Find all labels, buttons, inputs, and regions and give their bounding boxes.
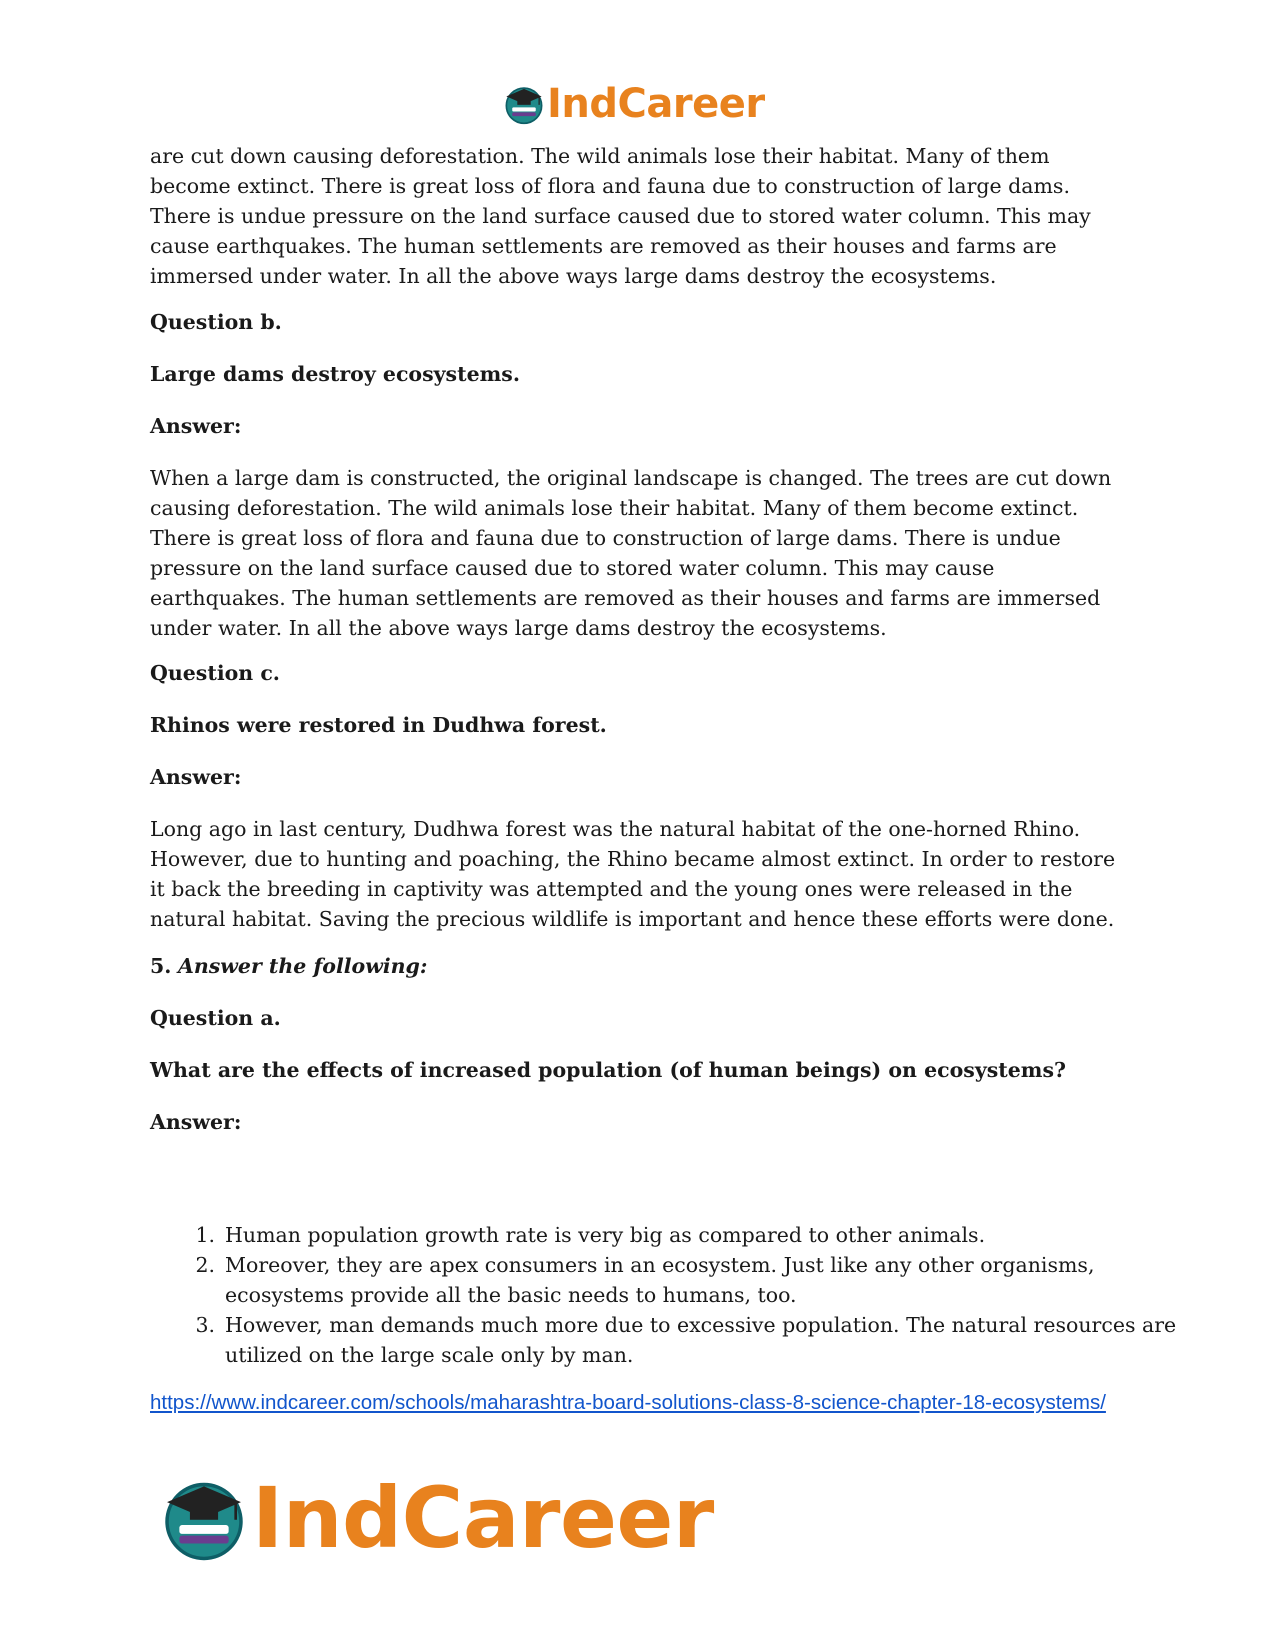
section-5-number: 5.	[150, 954, 172, 978]
answer-list	[150, 1220, 1205, 1370]
logo-wordmark: IndCareer	[547, 81, 765, 127]
list-item	[195, 1220, 1205, 1250]
question-5a-answer-label: Answer:	[150, 1110, 242, 1134]
header-logo	[503, 80, 765, 128]
question-c-statement: Rhinos were restored in Dudhwa forest.	[150, 713, 607, 737]
graduation-globe-icon	[503, 83, 545, 125]
footer-logo	[160, 1470, 714, 1566]
question-b-answer: When a large dam is constructed, the original landscape is changed. The trees are cut down causing deforestation. The wild animals lose their habitat. Many of them become extinct. There is great loss of flora and fauna due to construction of large dams. There is undue pressure on the land surface caused due to stored water column. This may cause earthquakes. The human settlements are removed as their houses and farms are immersed under water. In all the above ways large dams destroy the ecosystems.	[150, 466, 1112, 640]
question-5a-question: What are the effects of increased population (of human beings) on ecosystems?	[150, 1058, 1067, 1082]
list-item-number: 1.	[195, 1223, 215, 1247]
list-item-text: Moreover, they are apex consumers in an ecosystem. Just like any other organisms, ecosystems provide all the basic needs to humans, too.	[225, 1253, 1095, 1307]
list-item	[195, 1250, 1205, 1310]
list-item-number: 3.	[195, 1313, 215, 1337]
question-c-answer-label: Answer:	[150, 765, 242, 789]
section-5-title: Answer the following:	[177, 954, 428, 978]
question-c-answer: Long ago in last century, Dudhwa forest was the natural habitat of the one-horned Rhino. However, due to hunting and poaching, the Rhino became almost extinct. In order to restore it back the breeding in captivity was attempted and the young ones were released in the natural habitat. Saving the precious wildlife is important and hence these efforts were done.	[150, 817, 1116, 931]
list-item-text: Human population growth rate is very big as compared to other animals.	[225, 1223, 986, 1247]
question-5a-label: Question a.	[150, 1006, 281, 1030]
list-item	[195, 1310, 1205, 1370]
section-5-heading	[150, 951, 1130, 981]
source-link[interactable]: https://www.indcareer.com/schools/maharashtra-board-solutions-class-8-science-chapter-18-ecosystems/	[150, 1391, 1106, 1414]
logo-wordmark: IndCareer	[252, 1469, 714, 1567]
intro-paragraph: are cut down causing deforestation. The wild animals lose their habitat. Many of them become extinct. There is great loss of flora and fauna due to construction of large dams. There is undue pressure on the land surface caused due to stored water column. This may cause earthquakes. The human settlements are removed as their houses and farms are immersed under water. In all the above ways large dams destroy the ecosystems.	[150, 144, 1091, 288]
question-c-label: Question c.	[150, 661, 280, 685]
question-b-answer-label: Answer:	[150, 414, 242, 438]
question-b-label: Question b.	[150, 310, 282, 334]
list-item-number: 2.	[195, 1253, 215, 1277]
list-item-text: However, man demands much more due to excessive population. The natural resources are utilized on the large scale only by man.	[225, 1313, 1177, 1367]
question-b-statement: Large dams destroy ecosystems.	[150, 362, 520, 386]
graduation-globe-icon	[160, 1474, 248, 1562]
